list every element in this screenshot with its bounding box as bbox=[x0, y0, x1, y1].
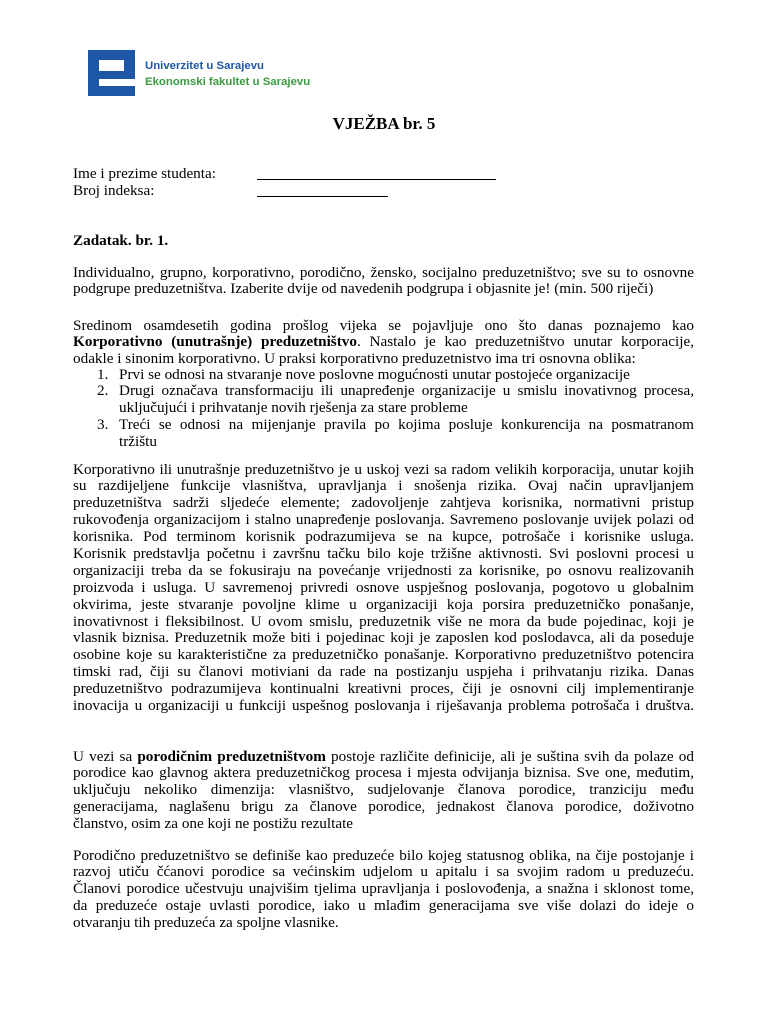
unsa-logo-icon bbox=[88, 50, 135, 96]
list-text bbox=[119, 417, 694, 451]
student-name-line bbox=[257, 179, 496, 180]
text-line: podgrupe preduzetništva. Izaberite dvije od navedenih podgrupa i objasnite je! (min. 500 riječi) bbox=[73, 280, 654, 298]
list-text bbox=[119, 367, 694, 384]
text-line: da preduzeće ostaje uvlasti porodice, iako u mlađim generacijama sve više dolazi do ideje o bbox=[73, 897, 694, 915]
text-line bbox=[73, 334, 694, 351]
text-line: Porodično preduzetništvo se definiše kao preduzeće bilo kojeg statusnog oblika, na čije postojanje i bbox=[73, 846, 694, 864]
bold-text: Korporativno (unutrašnje) preduzetništvo bbox=[73, 333, 357, 351]
text-line: rukovođenja organizacijom i stalno unapređenje poslovanja. Savremeno poslovanje uvijek polazi od bbox=[73, 511, 694, 529]
text-line: osobine koje su karakteristične za preduzetničko ponašanje. Korporativno preduzetništvo potencira bbox=[73, 646, 694, 664]
text-line: uključuju nekoliko dimenzija: vlasništvo, sudjelovanje članova porodice, tranziciju među bbox=[73, 781, 694, 799]
text-line bbox=[73, 749, 694, 766]
page-title: VJEŽBA br. 5 bbox=[332, 114, 436, 133]
text-line: razvoj utiču čćanovi porodice sa većinskim udjelom u apitalu i sa svojim radom u preduzeću. bbox=[73, 863, 694, 881]
task-heading: Zadatak. br. 1. bbox=[73, 231, 169, 249]
text-line: inovacija u organizaciji u funkciji uspešnog poslovanja i riješavanja problema potrošača i društva. bbox=[73, 696, 694, 714]
task-prompt bbox=[73, 265, 694, 299]
list-item bbox=[97, 417, 694, 451]
list-number: 3. bbox=[97, 416, 109, 434]
text-line: korisnika. Pod terminom korisnik podrazumijeva se na kupce, potrošače i korisnike usluga. bbox=[73, 528, 694, 546]
list-item bbox=[97, 367, 694, 384]
text-line: preduzetništvo podrazumijeva kontinualni kreativni proces, čiji je osnovni cilj implementiranje bbox=[73, 680, 694, 698]
text-line: preduzetništva sadrži sljedeće elemente; zadovoljenje zahtjeva korisnika, normativni pristup bbox=[73, 494, 694, 512]
text-line: Drugi označava transformaciju ili unapređenje organizacije u smislu inovativnog procesa, bbox=[119, 382, 694, 400]
unsa-logo-shape bbox=[88, 50, 135, 96]
institution-name bbox=[145, 58, 310, 90]
text-line: članstvo, osim za one koji ne postižu rezultate bbox=[73, 815, 354, 833]
text-line: Sredinom osamdesetih godina prošlog vijeka se pojavljuje ono što danas poznajemo kao bbox=[73, 316, 694, 334]
student-name-label: Ime i prezime studenta: bbox=[73, 164, 216, 182]
index-number-label: Broj indeksa: bbox=[73, 181, 155, 199]
text-line: Treći se odnosi na mijenjanje pravila po kojima posluje konkurencija na posmatranom bbox=[119, 416, 694, 434]
text-line: vlasnik biznisa. Preduzetnik može biti i pojedinac koji je zaposlen kod poslodavca, ali da poseduje bbox=[73, 629, 694, 647]
paragraph-corporate-details bbox=[73, 462, 694, 715]
text-line: Članovi porodice učestvuju unajvišim tjelima upravljanja i poslovođenja, a snažna i sklonost tome, bbox=[73, 880, 694, 898]
bold-text: porodičnim preduzetništvom bbox=[137, 747, 326, 765]
text-line: Korporativno ili unutrašnje preduzetništvo je u uskoj vezi sa radom velikih korporacija, unutar kojih bbox=[73, 460, 694, 478]
text-segment: U vezi sa bbox=[73, 747, 138, 765]
text-line: porodice kao glavnog aktera preduzetničkog procesa i mjesta odvijanja biznisa. Sve one, međutim, bbox=[73, 764, 694, 782]
university-name: Univerzitet u Sarajevu bbox=[145, 60, 265, 72]
text-segment: postoje različite definicije, ali je suština svih da polaze od bbox=[325, 747, 694, 765]
text-line: Prvi se odnosi na stvaranje nove poslovne mogućnosti unutar postojeće organizacije bbox=[119, 365, 630, 383]
list-number: 1. bbox=[97, 365, 109, 383]
index-number-line bbox=[257, 196, 388, 197]
paragraph-family-definitions bbox=[73, 749, 694, 833]
text-line: tržištu bbox=[119, 433, 157, 451]
text-line: uključujući i prihvatanje novih rješenja za stare probleme bbox=[119, 399, 468, 417]
list-text bbox=[119, 383, 694, 417]
faculty-name: Ekonomski fakultet u Sarajevu bbox=[145, 76, 311, 88]
text-line: otvaranju tih preduzeća za spoljne vlasnike. bbox=[73, 914, 339, 932]
text-line: su razdijeljene funkcije vlasništva, upravljanja i snošenja rizika. Ovaj način upravljanjem bbox=[73, 477, 694, 495]
corporate-forms-list bbox=[97, 367, 694, 451]
text-line: Korisnik predstavlja početnu i završnu tačku bilo koje tržišne aktivnosti. Svi poslovni procesi u bbox=[73, 544, 694, 562]
text-line: odakle i sinonim korporativno. U praksi korporativno preduzetnistvo ima tri osnovna oblika: bbox=[73, 350, 636, 368]
text-line: organizaciji treba da se fokusiraju na povećanje vrijednosti za korisnike, po osnovu realizovanih bbox=[73, 561, 694, 579]
paragraph-intro-corporate bbox=[73, 318, 694, 369]
text-line: proizvoda i usluga. U savremenoj privredi osnove uspješnog poslovanja, pogotovo u globalnim bbox=[73, 578, 694, 596]
text-line: Individualno, grupno, korporativno, porodično, žensko, socijalno preduzetništvo; sve su to osnovne bbox=[73, 263, 694, 281]
text-line: okvirima, jeste stvaranje povoljne klime u organizaciji koja porsira preduzetničko ponašanje, bbox=[73, 595, 694, 613]
text-line: timski rad, čiji su članovi motiviani da rade na postizanju uspjeha i prihvatanju rizika. Danas bbox=[73, 663, 694, 681]
text-segment: . Nastalo je kao preduzetništvo unutar korporacije, bbox=[356, 333, 694, 351]
paragraph-family-enterprise bbox=[73, 848, 694, 932]
list-item bbox=[97, 383, 694, 417]
text-line: generacijama, naglašenu brigu za članove porodice, jednakost članova porodice, doživotno bbox=[73, 798, 694, 816]
text-line: inovativnost i fleksibilnost. U ovom smislu, preduzetnik više ne mora da bude pojedinac, koji je bbox=[73, 612, 694, 630]
list-number: 2. bbox=[97, 382, 109, 400]
